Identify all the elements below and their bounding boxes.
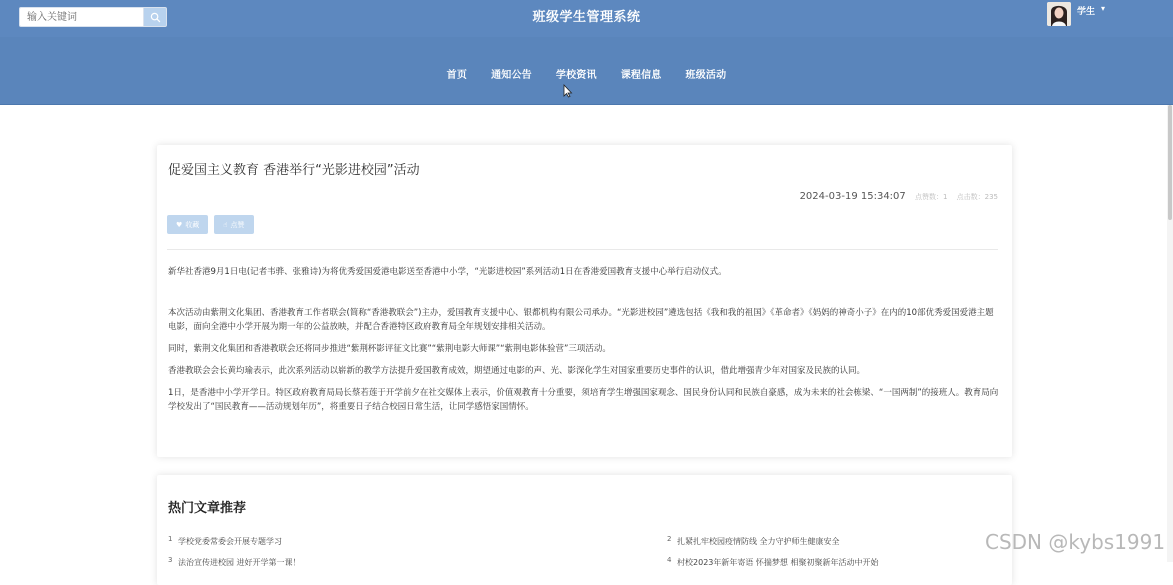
- hot-articles-card: [157, 475, 1012, 585]
- hot-article-item[interactable]: [168, 536, 282, 547]
- hot-article-link[interactable]: 学校党委常委会开展专题学习: [178, 537, 283, 546]
- watermark: CSDN @kybs1991: [985, 530, 1166, 554]
- page-scrollbar[interactable]: [1167, 105, 1173, 562]
- nav-item-courses[interactable]: 课程信息: [620, 70, 662, 81]
- nav-item-school-news[interactable]: 学校资讯: [555, 70, 597, 81]
- article-body: [168, 265, 1001, 422]
- favorite-label: 收藏: [185, 220, 200, 229]
- article-paragraph: 同时，紫荆文化集团和香港教联会还将同步推进“紫荆杯影评征文比赛”“紫荆电影大师课”“紫荆电影体验营”三项活动。: [168, 344, 611, 354]
- article-meta: [800, 191, 998, 202]
- article-paragraph: 1日，是香港中小学开学日。特区政府教育局局长蔡若莲于开学前夕在社交媒体上表示，价值观教育十分重要，须培育学生增强国家观念、国民身份认同和民族自豪感，成为未来的社会栋梁、“一国两制”的接班人。教育局向学校发出了“国民教育——活动规划年历”，将重要日子结合校园日常生活，让同学感悟家国情怀。: [168, 388, 999, 412]
- nav-item-home[interactable]: 首页: [446, 70, 468, 81]
- hot-article-number: 3: [168, 556, 173, 564]
- article-paragraph: 香港教联会会长黄均瑜表示，此次系列活动以崭新的教学方法提升爱国教育成效，期望通过电影的声、光、影深化学生对国家重要历史事件的认识，借此增强青少年对国家及民族的认同。: [168, 366, 866, 376]
- article-datetime: 2024-03-19 15:34:07: [799, 191, 906, 202]
- chevron-down-icon[interactable]: ▾: [1101, 4, 1106, 13]
- article-title: 促爱国主义教育 香港举行“光影进校园”活动: [168, 163, 420, 178]
- hot-article-link[interactable]: 村校2023年新年寄语 怀揣梦想 相聚初聚新年活动中开始: [677, 558, 879, 567]
- site-header: [0, 0, 1173, 105]
- like-button[interactable]: [214, 215, 253, 234]
- user-name[interactable]: 学生: [1077, 7, 1096, 17]
- article-card: [157, 145, 1012, 457]
- article-actions: [167, 215, 254, 234]
- avatar[interactable]: [1047, 2, 1071, 26]
- hot-article-link[interactable]: 扎紧扎牢校园疫情防线 全力守护师生健康安全: [677, 537, 840, 546]
- scrollbar-thumb[interactable]: [1168, 105, 1172, 220]
- mouse-cursor-icon: [563, 84, 573, 98]
- hot-article-item[interactable]: [667, 557, 878, 568]
- article-clicks: 点击数：235: [956, 193, 998, 201]
- hot-article-item[interactable]: [667, 536, 840, 547]
- avatar-image: [1047, 2, 1071, 26]
- nav-item-class-activities[interactable]: 班级活动: [685, 70, 727, 81]
- favorite-button[interactable]: [167, 215, 208, 234]
- like-label: 点赞: [230, 220, 245, 229]
- main-nav: [0, 66, 1173, 81]
- article-paragraph: 本次活动由紫荆文化集团、香港教育工作者联会(简称“香港教联会”)主办，爱国教育支援中心、银都机构有限公司承办。“光影进校园”遴选包括《我和我的祖国》《革命者》《妈妈的神奇小子》在内的10部优秀爱国爱港主题电影，面向全港中小学开展为期一年的公益放映，并配合香港特区政府教育局全年规划安排相关活动。: [168, 308, 994, 332]
- heart-icon: ♥: [176, 220, 183, 229]
- article-paragraph: 新华社香港9月1日电(记者韦骅、张雅诗)为将优秀爱国爱港电影送至香港中小学，“光影进校园”系列活动1日在香港爱国教育支援中心举行启动仪式。: [168, 267, 727, 277]
- nav-item-notices[interactable]: 通知公告: [491, 70, 532, 81]
- user-menu[interactable]: [1047, 2, 1105, 26]
- site-title: 班级学生管理系统: [532, 10, 641, 25]
- hot-article-number: 2: [667, 535, 672, 543]
- hot-articles-title: 热门文章推荐: [168, 501, 247, 516]
- thumbs-up-icon: ☝: [223, 220, 228, 229]
- hot-article-number: 1: [168, 535, 173, 543]
- article-likes: 点赞数：1: [914, 193, 948, 201]
- hot-article-item[interactable]: [168, 557, 301, 568]
- hot-article-number: 4: [667, 556, 672, 564]
- divider: [167, 249, 998, 250]
- hot-article-link[interactable]: 法治宣传进校园 进好开学第一课！: [178, 558, 301, 567]
